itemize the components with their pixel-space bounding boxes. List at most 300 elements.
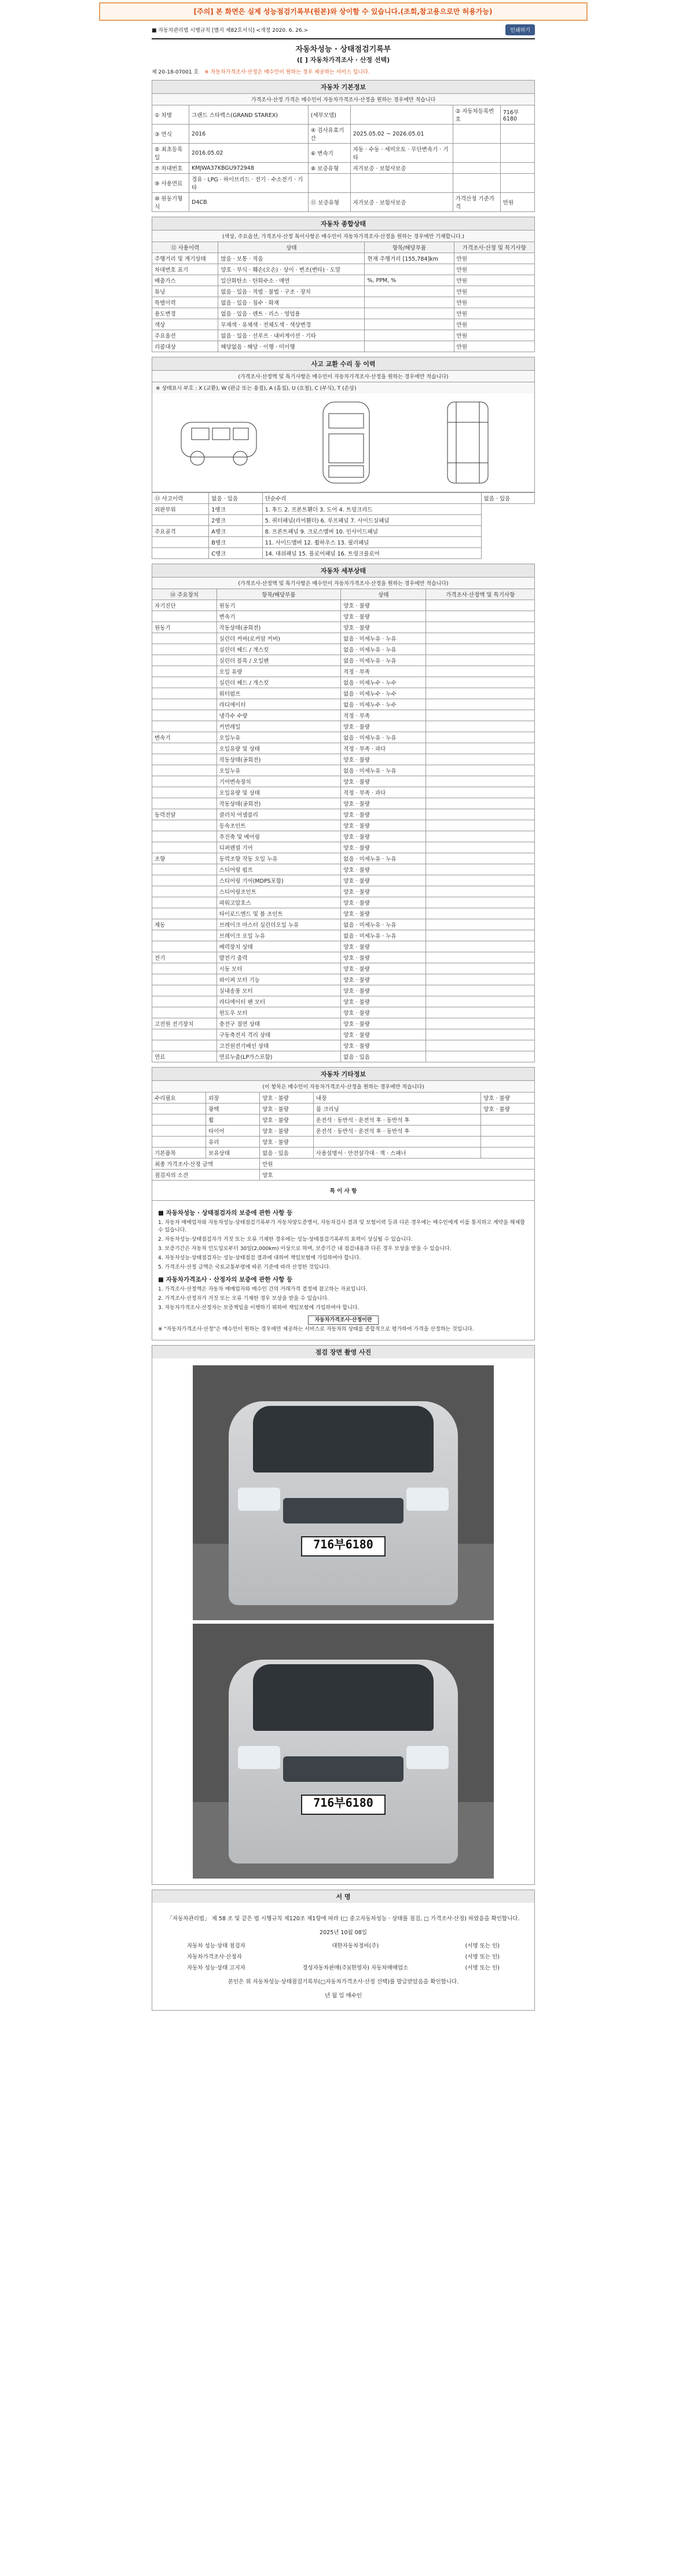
- basic-info-row-cell: ⑥ 변속기: [308, 144, 350, 163]
- detail-row-cell: [152, 1007, 217, 1018]
- detail-row-cell: 스티어링 펌프: [217, 864, 341, 875]
- detail-row-cell: 오일누유: [217, 732, 341, 743]
- basic-info-row-cell: ④ 검사유효기간: [308, 125, 350, 144]
- signature-section: [152, 1903, 535, 2011]
- other-row-cell: 내장: [313, 1092, 480, 1104]
- detail-row-cell: [152, 655, 217, 666]
- detail-row-cell: 없음 · 미세누수 · 누수: [341, 677, 426, 688]
- detail-row-cell: [152, 864, 217, 875]
- detail-row: [152, 853, 535, 864]
- other-row-cell: 사용설명서 · 안전삼각대 · 잭 · 스패너: [313, 1148, 480, 1159]
- basic-info-row-cell: 만원: [500, 193, 534, 212]
- form-citation: ■ 자동차관리법 시행규칙 [별지 제82호서식] <개정 2020. 6. 26.>: [152, 27, 309, 34]
- status-row: [152, 308, 535, 319]
- note-item: 3. 보증기간은 자동차 인도일로부터 30일(2,000km) 이상으로 하며, 보증기간 내 점검내용과 다른 경우 보상을 받을 수 있습니다.: [158, 1246, 452, 1252]
- detail-row-cell: 양호 · 불량: [341, 622, 426, 633]
- detail-row-cell: [426, 952, 535, 963]
- detail-row: [152, 688, 535, 699]
- status-row-cell: 무채색 · 유채색 · 전체도색 · 색상변경: [218, 319, 365, 330]
- detail-row-cell: [426, 864, 535, 875]
- accident-sub: (가격조사·산정액 및 특기사항은 매수인이 자동차가격조사·산정을 원하는 경우에만 적습니다): [152, 370, 535, 382]
- detail-row-cell: [426, 831, 535, 842]
- signature-row: [187, 1941, 500, 1949]
- detail-row: [152, 655, 535, 666]
- detail-row-cell: 윈도우 모터: [217, 1007, 341, 1018]
- detail-row: [152, 644, 535, 655]
- detail-row-cell: 기어변속장치: [217, 776, 341, 787]
- detail-row-cell: [152, 941, 217, 952]
- status-sub: (색상, 주요옵션, 가격조사·산정 특이사항은 매수인이 자동차가격조사·산정을 원하는 경우에만 기재합니다.): [152, 230, 535, 242]
- detail-row-cell: 양호 · 불량: [341, 1029, 426, 1040]
- detail-row-cell: 없음 · 미세누유 · 누유: [341, 930, 426, 941]
- other-row-cell: 외장: [206, 1092, 260, 1104]
- status-row-cell: 만원: [454, 286, 534, 297]
- detail-sub: (가격조사·산정액 및 특기사항은 매수인이 자동차가격조사·산정을 원하는 경우에만 적습니다): [152, 577, 535, 589]
- vehicle-photo-1: [193, 1365, 494, 1620]
- detail-row-cell: [152, 875, 217, 886]
- warning-banner: [주의] 본 화면은 실제 성능점검기록부(원본)와 상이할 수 있습니다.(조회,참고용으로만 허용가능): [99, 2, 588, 21]
- detail-row-cell: 양호 · 불량: [341, 600, 426, 611]
- basic-info-row: [152, 105, 535, 125]
- other-row-cell: [152, 1115, 206, 1126]
- status-row-cell: 만원: [454, 341, 534, 352]
- detail-row: [152, 611, 535, 622]
- detail-row-cell: 오일누유: [217, 765, 341, 776]
- detail-row-cell: 양호 · 불량: [341, 1018, 426, 1029]
- status-row-cell: 없음 · 있음 · 적법 · 불법 · 구조 · 장치: [218, 286, 365, 297]
- other-row-cell: 유리: [206, 1137, 260, 1148]
- status-row-cell: 만원: [454, 330, 534, 341]
- detail-row-cell: 브레이크 오일 누유: [217, 930, 341, 941]
- detail-row-cell: 고전원 전기장치: [152, 1018, 217, 1029]
- other-row-cell: 타이어: [206, 1126, 260, 1137]
- detail-row-cell: [426, 622, 535, 633]
- accident-history-cell: 없음 · 있음: [209, 493, 262, 504]
- notes-heading-1: ■ 자동차성능 · 상태점검자의 보증에 관한 사항 등: [158, 1210, 293, 1216]
- detail-row-cell: [152, 743, 217, 754]
- status-row-cell: 일산화탄소 · 탄화수소 · 매연: [218, 275, 365, 286]
- detail-row-cell: 적정 · 부족 · 과다: [341, 743, 426, 754]
- other-row-cell: [152, 1137, 206, 1148]
- frame-row-cell: [152, 548, 209, 559]
- frame-row-cell: B랭크: [209, 537, 262, 548]
- detail-row-cell: 연료누출(LP가스포함): [217, 1051, 341, 1062]
- detail-row-cell: 시동 모터: [217, 963, 341, 974]
- frame-row-cell: [152, 537, 209, 548]
- detail-row-cell: 와이퍼 모터 기능: [217, 974, 341, 985]
- basic-info-row-cell: ① 차명: [152, 105, 189, 125]
- detail-row-cell: [426, 743, 535, 754]
- detail-row-cell: [152, 688, 217, 699]
- note-item: 1. 가격조사·산정액은 자동차 매매업자와 매수인 간의 거래가격 결정에 참고하는 자료입니다.: [158, 1286, 368, 1292]
- signature-cell: 자동차 성능·상태 점검자: [187, 1943, 245, 1950]
- signature-cell: 자동차 성능·상태 고지자: [187, 1965, 245, 1972]
- detail-row-cell: [152, 996, 217, 1007]
- frame-row-cell: C랭크: [209, 548, 262, 559]
- detail-row-cell: [426, 798, 535, 809]
- detail-row-cell: 양호 · 불량: [341, 842, 426, 853]
- detail-row-cell: 적정 · 부족: [341, 666, 426, 677]
- status-row-cell: 양호 · 부식 · 훼손(오손) · 상이 · 변조(변타) · 도말: [218, 264, 365, 275]
- car-diagram: [152, 393, 535, 492]
- basic-info-row-cell: 경유 · LPG · 하이브리드 · 전기 · 수소전기 · 기타: [189, 174, 309, 193]
- detail-row-cell: [152, 754, 217, 765]
- frame-row-cell: 외판부위: [152, 504, 209, 515]
- detail-row-cell: 충전구 절연 상태: [217, 1018, 341, 1029]
- service-note: ※ 자동차가격조사·산정은 매수인이 원하는 경우 제공하는 서비스 입니다.: [204, 70, 370, 75]
- detail-row: [152, 765, 535, 776]
- frame-row-cell: 1. 후드 2. 프론트휀더 3. 도어 4. 트렁크리드: [262, 504, 481, 515]
- detail-row-cell: [152, 776, 217, 787]
- detail-row-cell: [152, 710, 217, 721]
- detail-row-cell: [426, 963, 535, 974]
- detail-row-cell: 없음 · 미세누수 · 누수: [341, 688, 426, 699]
- detail-row-cell: [426, 809, 535, 820]
- detail-row-cell: 워터펌프: [217, 688, 341, 699]
- detail-row-cell: [426, 600, 535, 611]
- detail-row-cell: [152, 1029, 217, 1040]
- detail-row-cell: [426, 710, 535, 721]
- detail-row-cell: 원동기: [152, 622, 217, 633]
- basic-info-row-cell: [453, 144, 500, 163]
- status-row-cell: 없음 · 있음 · 렌트 · 리스 · 영업용: [218, 308, 365, 319]
- detail-row-cell: [426, 930, 535, 941]
- status-row-cell: 배출가스: [152, 275, 218, 286]
- detail-row: [152, 820, 535, 831]
- basic-info-row-cell: 가격산정 기준가격: [453, 193, 500, 212]
- status-row-cell: [365, 319, 454, 330]
- detail-row-cell: 라디에이터 팬 모터: [217, 996, 341, 1007]
- detail-row: [152, 600, 535, 611]
- detail-row-cell: 스티어링조인트: [217, 886, 341, 897]
- other-row-cell: 보유상태: [206, 1148, 260, 1159]
- detail-row-cell: 실린더 커버(로커암 커버): [217, 633, 341, 644]
- detail-row-cell: [426, 820, 535, 831]
- detail-row-cell: [152, 633, 217, 644]
- detail-row-cell: [426, 776, 535, 787]
- other-row-cell: [481, 1126, 535, 1137]
- detail-row-cell: 양호 · 불량: [341, 809, 426, 820]
- frame-row-cell: 5. 쿼터패널(리어휀더) 6. 루프패널 7. 사이드실패널: [262, 515, 481, 526]
- status-row-cell: [365, 297, 454, 308]
- basic-info-row-cell: 자동 · 수동 · 세미오토 · 무단변속기 · 기타: [350, 144, 453, 163]
- detail-row-cell: [152, 666, 217, 677]
- detail-row-cell: 실내송풍 모터: [217, 985, 341, 996]
- detail-row: [152, 919, 535, 930]
- detail-row-cell: 양호 · 불량: [341, 831, 426, 842]
- notice-row: [152, 68, 535, 75]
- basic-info-row-cell: [500, 163, 534, 174]
- signature-cell: 경성자동차판매(주)(한영자) 자동차매매업소: [302, 1965, 409, 1972]
- car-frame-icon: [419, 399, 517, 486]
- note-item: 5. 가격조사·산정 금액은 국토교통부령에 따른 기준에 따라 산정한 것입니다.: [158, 1265, 331, 1271]
- detail-row-cell: [152, 677, 217, 688]
- detail-row: [152, 1018, 535, 1029]
- page-subtitle: ([ ] 자동차가격조사 · 산정 선택): [296, 56, 390, 64]
- detail-row-cell: 작동상태(공회전): [217, 754, 341, 765]
- other-row-cell: [481, 1115, 535, 1126]
- detail-row-cell: [152, 787, 217, 798]
- status-row-cell: 없음 · 있음 · 침수 · 화재: [218, 297, 365, 308]
- detail-row-cell: [426, 611, 535, 622]
- other-table: [152, 1092, 535, 1201]
- other-row: [152, 1137, 535, 1148]
- basic-info-row: [152, 163, 535, 174]
- detail-row: [152, 732, 535, 743]
- detail-row-cell: 양호 · 불량: [341, 897, 426, 908]
- detail-table: [152, 589, 535, 1062]
- detail-row-cell: 자기진단: [152, 600, 217, 611]
- status-header: 자동차 종합상태: [152, 217, 535, 230]
- status-row-cell: 만원: [454, 297, 534, 308]
- detail-row: [152, 886, 535, 897]
- detail-row-cell: [426, 765, 535, 776]
- detail-row: [152, 1007, 535, 1018]
- status-row: [152, 264, 535, 275]
- signature-header: 서 명: [152, 1890, 535, 1903]
- signature-law-text: 「자동차관리법」 제 58 조 및 같은 법 시행규칙 제120조 제1항에 따라 (□ 중고자동차성능 · 상태를 점검, □ 가격조사·산정) 하였음을 확인합니다.: [167, 1916, 520, 1923]
- note-item: 2. 자동차성능·상태점검자가 거짓 또는 오류 기재한 경우에는 성능·상태점검기록부의 효력이 상실될 수 있습니다.: [158, 1237, 413, 1243]
- other-row: [152, 1115, 535, 1126]
- status-row-cell: 리콜대상: [152, 341, 218, 352]
- status-row: [152, 341, 535, 352]
- basic-info-row-cell: ⑧ 보증유형: [308, 163, 350, 174]
- detail-row-cell: 커먼레일: [217, 721, 341, 732]
- detail-row-cell: [426, 996, 535, 1007]
- frame-row: [152, 537, 535, 548]
- note-item: 2. 가격조사·산정자가 거짓 또는 오류 기재한 경우 보상을 받을 수 있습니다.: [158, 1295, 329, 1302]
- detail-row-cell: 없음 · 미세누유 · 누유: [341, 633, 426, 644]
- detail-row-cell: 타이로드엔드 및 볼 조인트: [217, 908, 341, 919]
- detail-row: [152, 743, 535, 754]
- accident-legend: ※ 상태표시 부호 : X (교환), W (판금 또는 용접), A (흠집), U (요철), C (부식), T (손상): [152, 382, 535, 393]
- basic-info-row-cell: [453, 125, 500, 144]
- detail-row-cell: 양호 · 불량: [341, 985, 426, 996]
- detail-row-cell: [152, 963, 217, 974]
- other-row-cell: 양호 · 불량: [260, 1126, 314, 1137]
- status-row-cell: 만원: [454, 264, 534, 275]
- status-row-cell: 만원: [454, 308, 534, 319]
- detail-row-cell: [152, 930, 217, 941]
- detail-row-cell: 적정 · 부족 · 과다: [341, 787, 426, 798]
- detail-row-cell: 양호 · 불량: [341, 886, 426, 897]
- detail-row-cell: [152, 831, 217, 842]
- other-row: [152, 1126, 535, 1137]
- other-row-cell: [481, 1148, 535, 1159]
- status-row-cell: %, PPM, %: [365, 275, 454, 286]
- signature-date: 2025년 10월 08일: [320, 1929, 367, 1936]
- column-header: 가격조사·산정액 및 특기사항: [426, 589, 535, 600]
- detail-row-cell: [426, 688, 535, 699]
- frame-row-cell: 8. 프론트패널 9. 크로스멤버 10. 인사이드패널: [262, 526, 481, 537]
- status-row: [152, 253, 535, 264]
- other-row-cell: [152, 1104, 206, 1115]
- accident-header: 사고 교환 수리 등 이력: [152, 357, 535, 370]
- detail-row-cell: [426, 842, 535, 853]
- detail-row: [152, 798, 535, 809]
- basic-info-row-cell: 자가보증 · 보험사보증: [350, 163, 453, 174]
- signature-cell: (서명 또는 인): [465, 1954, 500, 1961]
- signature-cell: (서명 또는 인): [465, 1965, 500, 1972]
- basic-info-row-cell: [308, 174, 350, 193]
- detail-row-cell: 양호 · 불량: [341, 875, 426, 886]
- detail-row-cell: 추진축 및 베어링: [217, 831, 341, 842]
- detail-row: [152, 985, 535, 996]
- detail-row-cell: [426, 633, 535, 644]
- guarantee-notes: [152, 1201, 535, 1340]
- detail-row-cell: 없음 · 미세누유 · 누유: [341, 655, 426, 666]
- accident-table: [152, 492, 535, 559]
- basic-info-row: [152, 174, 535, 193]
- detail-row-cell: 양호 · 불량: [341, 1007, 426, 1018]
- status-row-cell: 없음 · 있음 · 선루프 · 내비게이션 · 기타: [218, 330, 365, 341]
- frame-row-cell: 14. 대쉬패널 15. 플로어패널 16. 트렁크플로어: [262, 548, 481, 559]
- detail-row-cell: [426, 875, 535, 886]
- column-header: 항목/해당부품: [365, 242, 454, 253]
- basic-info-table: [152, 105, 535, 212]
- detail-row: [152, 1029, 535, 1040]
- detail-row-cell: 양호 · 불량: [341, 798, 426, 809]
- detail-row-cell: 등속조인트: [217, 820, 341, 831]
- basic-info-row-cell: ⑤ 최초등록일: [152, 144, 189, 163]
- title-block: [152, 38, 535, 75]
- other-row-cell: [313, 1137, 480, 1148]
- column-header: ⑫ 사용이력: [152, 242, 218, 253]
- detail-row-cell: 동력전달: [152, 809, 217, 820]
- detail-row-cell: 실린더 헤드 / 개스킷: [217, 677, 341, 688]
- detail-row-cell: [152, 842, 217, 853]
- status-row-cell: [365, 330, 454, 341]
- status-row-cell: 색상: [152, 319, 218, 330]
- inspector-opinion-value: 양호: [260, 1170, 535, 1181]
- detail-row: [152, 710, 535, 721]
- detail-row-cell: [152, 1040, 217, 1051]
- column-header: 상태: [218, 242, 365, 253]
- detail-row-cell: 없음 · 미세누유 · 누유: [341, 765, 426, 776]
- detail-row-cell: [426, 644, 535, 655]
- detail-row-cell: 없음 · 있음: [341, 1051, 426, 1062]
- column-header: 항목/해당부품: [217, 589, 341, 600]
- status-row-cell: 많음 · 보통 · 적음: [218, 253, 365, 264]
- detail-row-cell: 작동상태(공회전): [217, 798, 341, 809]
- detail-row-cell: 오일 유량: [217, 666, 341, 677]
- basic-info-row-cell: 자가보증 · 보험사보증: [350, 193, 453, 212]
- print-button[interactable]: 인쇄하기: [505, 24, 535, 35]
- detail-row: [152, 622, 535, 633]
- detail-row: [152, 996, 535, 1007]
- frame-row-cell: [152, 515, 209, 526]
- detail-row-cell: 양호 · 불량: [341, 820, 426, 831]
- detail-row-cell: [426, 1018, 535, 1029]
- detail-row-cell: 구동축전지 격리 상태: [217, 1029, 341, 1040]
- basic-info-row-cell: [350, 105, 453, 125]
- frame-row-cell: 1랭크: [209, 504, 262, 515]
- other-row: [152, 1104, 535, 1115]
- detail-row-cell: 발전기 출력: [217, 952, 341, 963]
- detail-row-cell: [152, 908, 217, 919]
- other-row-cell: 양호 · 불량: [481, 1104, 535, 1115]
- detail-row-cell: 스티어링 기어(MDPS포함): [217, 875, 341, 886]
- basic-info-header: 자동차 기본정보: [152, 80, 535, 93]
- detail-row-cell: [426, 1007, 535, 1018]
- other-row-cell: 기본품목: [152, 1148, 206, 1159]
- basic-info-row-cell: ⑪ 보증유형: [308, 193, 350, 212]
- basic-info-row-cell: 2016: [189, 125, 309, 144]
- detail-row-cell: 오일유량 및 상태: [217, 787, 341, 798]
- status-row-cell: 만원: [454, 253, 534, 264]
- status-row-cell: [365, 341, 454, 352]
- column-header: ⑭ 주요장치: [152, 589, 217, 600]
- status-row-cell: 주행거리 및 계기상태: [152, 253, 218, 264]
- basic-info-row: [152, 125, 535, 144]
- frame-row: [152, 504, 535, 515]
- detail-row-cell: 연료: [152, 1051, 217, 1062]
- frame-row-cell: A랭크: [209, 526, 262, 537]
- detail-row-cell: 동력조향 작동 오일 누유: [217, 853, 341, 864]
- detail-row-cell: 없음 · 미세누수 · 누수: [341, 699, 426, 710]
- price-service-box: 자동차가격조사·산정이란: [308, 1316, 378, 1325]
- detail-row: [152, 974, 535, 985]
- detail-row-cell: 양호 · 불량: [341, 721, 426, 732]
- detail-row-cell: 없음 · 미세누유 · 누유: [341, 919, 426, 930]
- basic-info-row-cell: [453, 174, 500, 193]
- other-row-cell: 휠: [206, 1115, 260, 1126]
- signature-cell: 자동차가격조사·산정자: [187, 1954, 242, 1961]
- status-row: [152, 297, 535, 308]
- detail-row-cell: [426, 919, 535, 930]
- detail-row-cell: 적정 · 부족: [341, 710, 426, 721]
- signature-row: [187, 1952, 500, 1960]
- detail-row: [152, 897, 535, 908]
- detail-row-cell: [426, 699, 535, 710]
- other-row: [152, 1148, 535, 1159]
- accident-history-cell: 없음 · 있음: [481, 493, 534, 504]
- notes-list-2: [158, 1286, 529, 1312]
- detail-row-cell: [426, 1040, 535, 1051]
- basic-info-row-cell: ⑩ 원동기형식: [152, 193, 189, 212]
- detail-row: [152, 776, 535, 787]
- detail-row-cell: 없음 · 미세누유 · 누유: [341, 732, 426, 743]
- detail-row-cell: 전기: [152, 952, 217, 963]
- detail-row-cell: 브레이크 마스터 실린더오일 누유: [217, 919, 341, 930]
- basic-info-sub: 가격조사·산정 가격은 매수인이 자동차가격조사·산정을 원하는 경우에만 적습니다: [152, 93, 535, 105]
- detail-row-cell: [426, 754, 535, 765]
- detail-row-cell: [426, 941, 535, 952]
- detail-row-cell: 고전원전기배선 상태: [217, 1040, 341, 1051]
- column-header: 상태: [341, 589, 426, 600]
- basic-info-row-cell: KMJWA37KBGU972948: [189, 163, 309, 174]
- detail-row-cell: [152, 886, 217, 897]
- report-sheet: [152, 23, 535, 2011]
- receiver-line: 년 월 일 매수인: [324, 1992, 362, 1999]
- detail-row: [152, 941, 535, 952]
- other-row-cell: 양호 · 불량: [260, 1092, 314, 1104]
- special-notes-label: 특 이 사 항: [152, 1181, 535, 1201]
- page-title: 자동차성능 · 상태점검기록부: [295, 45, 391, 54]
- basic-info-row-cell: [500, 144, 534, 163]
- detail-row: [152, 699, 535, 710]
- status-row-cell: 만원: [454, 319, 534, 330]
- final-price-value: 만원: [260, 1159, 535, 1170]
- detail-row-cell: 양호 · 불량: [341, 974, 426, 985]
- detail-row-cell: [152, 897, 217, 908]
- other-row-cell: 수리필요: [152, 1092, 206, 1104]
- detail-row-cell: [426, 985, 535, 996]
- frame-row-cell: 11. 사이드멤버 12. 휠하우스 13. 필러패널: [262, 537, 481, 548]
- other-row-cell: 운전석 · 동반석 · 운전석 후 · 동반석 후: [313, 1126, 480, 1137]
- other-header: 자동차 기타정보: [152, 1067, 535, 1080]
- status-row-cell: [365, 308, 454, 319]
